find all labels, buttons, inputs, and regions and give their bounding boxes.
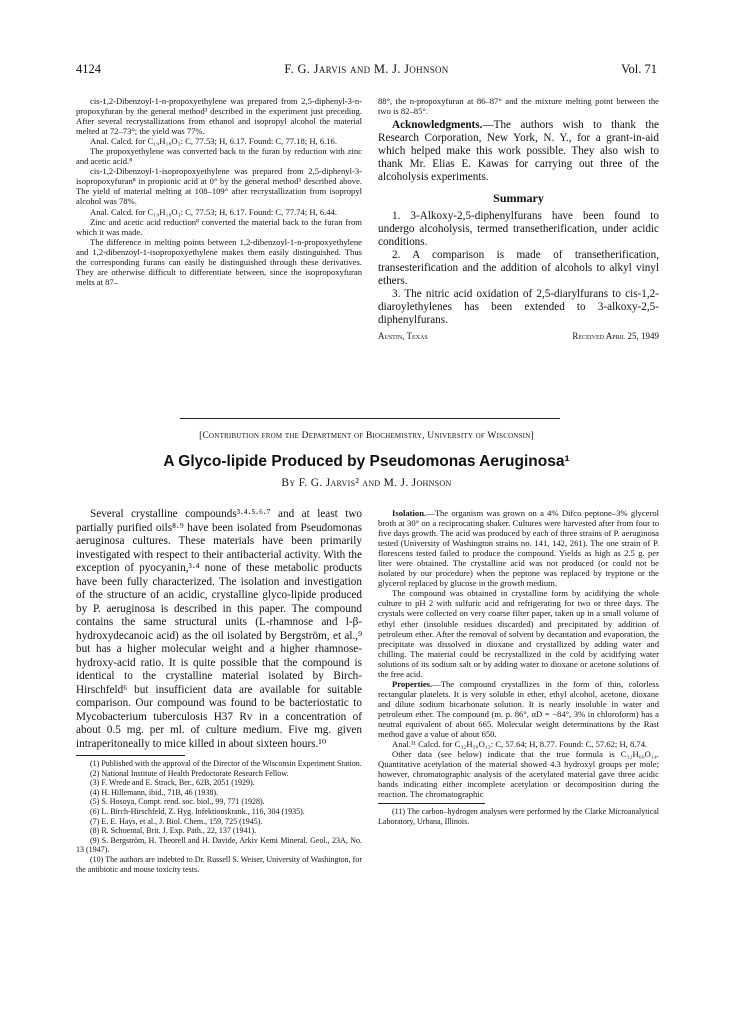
- running-title: F. G. Jarvis and M. J. Johnson: [284, 62, 449, 76]
- page-number: 4124: [76, 62, 101, 76]
- summary-item: 2. A comparison is made of transetherification, transesterification and the addition of alcohols to alkyl vinyl ethers.: [378, 248, 659, 288]
- byline: By F. G. Jarvis² and M. J. Johnson: [281, 477, 452, 489]
- paragraph: Zinc and acetic acid reduction⁸ converted the material back to the furan from which it was made.: [76, 216, 362, 237]
- summary-item: 1. 3-Alkoxy-2,5-diphenylfurans have been found to undergo alcoholysis, termed transetherification, under acidic conditions.: [378, 209, 659, 248]
- introduction: Several crystalline compounds³·⁴·⁵·⁶·⁷ and at least two partially purified oils⁸·⁹ have been isolated from Pseudomonas aeruginosa cultures. These materials have been primarily investigated with respect to their antibacterial activity. With the exception of pyocyanin,³·⁴ none of these metabolic products have been fully characterized. The isolation and investigation of the structure of an acidic, crystalline glyco-lipide produced by P. aeruginosa is described in this paper. The compound contains the same structural units (L-rhamnose and l-β-hydroxydecanoic acid) as the oil isolated by Bergström, et al.,⁹ but has a higher molecular weight and a higher rhamnose-hydroxy-acid ratio. It is quite possible that the compound is identical to the crystalline material isolated by Birch-Hirschfeld⁶ but insufficient data are available for suitable comparison. Our compound was found to be bacteriostatic to Mycobacterium tuberculosis H37 Rv in a concentration of about 0.5 mg. per ml. of culture medium. Five mg. given intraperitoneally to mice killed in about sixteen hours.¹⁰: [76, 508, 362, 750]
- isolation-text: —The organism was grown on a 4% Difco peptone–3% glycerol broth at 30° on a reciprocating shaker. Cultures were harvested after from four to five days growth. The acid was produced by each of three strains of P. aeruginosa tested (University of Washington strains no. 141, 142, 261). The one strain of P. florescens tested failed to produce the compound. Yields as high as 2.5 g. per liter were obtained. The crystalline acid was not produced (or could not be isolated by our procedure) when the peptone was replaced by tryptone or the glycerol replaced by glucose in the growth medium.: [378, 508, 659, 589]
- footnote: (8) R. Schoental, Brit. J. Exp. Path., 22, 137 (1941).: [90, 826, 257, 836]
- footnote: (10) The authors are indebted to Dr. Russell S. Weiser, University of Washington, for the antibiotic and mouse toxicity tests.: [76, 854, 362, 874]
- footnotes: [76, 759, 362, 874]
- analysis: Anal. Calcd. for C₁₉H₁₈O₃: C, 77.53; H, 6.17. Found: C, 77.18; H, 6.16.: [90, 136, 338, 147]
- acknowledgments: [378, 119, 659, 184]
- isolation-paragraph: [378, 508, 659, 588]
- summary-item: 3. The nitric acid oxidation of 2,5-diarylfurans to cis-1,2-diaroylethylenes has been extended to 3-alkoxy-2,5-diphenylfurans.: [378, 288, 659, 327]
- received-date: Received April 25, 1949: [572, 331, 659, 342]
- article-title: A Glyco-lipide Produced by Pseudomonas Aeruginosa¹: [163, 453, 570, 470]
- top-right-column: [378, 96, 659, 345]
- signature-line: [378, 331, 659, 345]
- properties-paragraph: [378, 679, 659, 739]
- department-line: [Contribution from the Department of Biochemistry, University of Wisconsin]: [199, 431, 534, 441]
- paragraph: cis-1,2-Dibenzoyl-1-isopropoxyethylene was prepared from 2,5-diphenyl-3-isopropoxyfuran⁸ in propionic acid at 0° by the general method³ described above. The yield of material melting at 108–109° after recrystallization from isopropyl alcohol was 78%.: [76, 166, 362, 207]
- analysis: Anal.¹¹ Calcd. for C₃₂H₅₈O₁₃: C, 57.64; H, 8.77. Found: C, 57.62; H, 8.74.: [392, 739, 648, 750]
- running-header: [76, 62, 657, 80]
- paragraph: cis-1,2-Dibenzoyl-1-n-propoxyethylene was prepared from 2,5-diphenyl-3-n-propoxyfuran by the general method³ described in the experiment just preceding. After several recrystallizations from ethanol and isopropyl alcohol the material melted at 72–73°; the yield was 77%.: [76, 96, 362, 137]
- volume-number: Vol. 71: [621, 62, 657, 76]
- footnote: (11) The carbon–hydrogen analyses were performed by the Clarke Microanalytical Laboratory, Urbana, Illinois.: [378, 807, 659, 826]
- paragraph: Other data (see below) indicate that the true formula is C₃₂H₆₀O₁₄. Quantitative acetylation of the material showed 4.3 hydroxyl groups per mole; however, chromatographic analysis of the acetylated material gave three acidic bands indicating either incomplete acetylation or decomposition during the reaction. The chromatographic: [378, 749, 659, 800]
- properties-text: —The compound crystallizes in the form of thin, colorless rectangular platelets. It is very soluble in ether, ethyl alcohol, acetone, dioxane and dilute sodium bicarbonate solution. It is nearly insoluble in water and petroleum ether. The compound (m. p. 86°, αD = −84°, 3% in chloroform) has a neutral equivalent of about 665. Molecular weight determinations by the Rast method gave a value of about 650.: [378, 678, 659, 740]
- isolation-heading: Isolation.: [392, 508, 427, 518]
- footnote: (4) H. Hillemann, ibid., 71B, 46 (1938).: [90, 787, 218, 797]
- isolation-paragraph: The compound was obtained in crystalline form by acidifying the whole culture to pH 2 with sulfuric acid and refrigerating for two or three days. The crystals were collected on very coarse filter paper, taken up in a small volume of ethyl ether (insoluble residues discarded) and precipitated by addition of petroleum ether. After the removal of solvent by decantation and evaporation, the precipitate was dissolved in dioxane and crystallized by adding water and chilling. The material could be recrystallized in the cold by acidifying water solutions of its sodium salt or by adding water to dioxane or acetone solutions of the free acid.: [378, 588, 659, 679]
- footnote-rule: [76, 755, 185, 756]
- separator-rule: [180, 418, 560, 419]
- ack-heading: Acknowledgments.: [392, 119, 483, 132]
- bottom-right-column: [378, 508, 659, 827]
- footnote: (1) Published with the approval of the Director of the Wisconsin Experiment Station.: [90, 759, 362, 768]
- place: Austin, Texas: [378, 331, 428, 342]
- footnote: (5) S. Hosoya, Compt. rend. soc. biol., 99, 771 (1928).: [90, 797, 265, 807]
- paragraph: The propoxyethylene was converted back to the furan by reduction with zinc and acetic acid.⁸: [76, 146, 362, 167]
- properties-heading: Properties.: [392, 678, 433, 689]
- paragraph: 88°, the n-propoxyfuran at 86–87° and the mixture melting point between the two is 82–85°.: [378, 96, 659, 117]
- footnote: (2) National Institute of Health Predoctorate Research Fellow.: [90, 768, 289, 778]
- analysis: Anal. Calcd. for C₁₉H₁₈O₃: C, 77.53; H, 6.17. Found: C, 77.74; H, 6.44.: [90, 206, 338, 217]
- footnote: (9) S. Bergström, H. Theorell and H. Davide, Arkiv Kemi Mineral. Geol., 23A, No. 13 (1947).: [76, 835, 362, 855]
- footnote: (6) L. Birch-Hirschfeld, Z. Hyg. Infektionskrank., 116, 304 (1935).: [90, 806, 305, 816]
- footnote: (3) F. Wrede and E. Strack, Ber., 62B, 2051 (1929).: [90, 778, 255, 788]
- footnote: (7) E. E. Hays, et al., J. Biol. Chem., 159, 725 (1945).: [90, 816, 263, 826]
- top-left-column: [76, 96, 362, 287]
- summary-title: Summary: [493, 190, 544, 205]
- footnote-rule: [378, 803, 485, 804]
- paragraph: The difference in melting points between 1,2-dibenzoyl-1-n-propoxyethylene and 1,2-dibenzoyl-1-isopropoxyethylene makes them easily distinguished. Thus the corresponding furans can easily be distinguished through these derivatives. They are otherwise difficult to differentiate between, since the isopropoxyfuran melts at 87–: [76, 236, 362, 287]
- ack-text: —The authors wish to thank the Research Corporation, New York, N. Y., for a grant-in-aid which helped make this work possible. They also wish to thank Mr. Elias E. Kawas for carrying out three of the alcoholysis experiments.: [378, 119, 659, 184]
- bottom-left-column: [76, 508, 362, 874]
